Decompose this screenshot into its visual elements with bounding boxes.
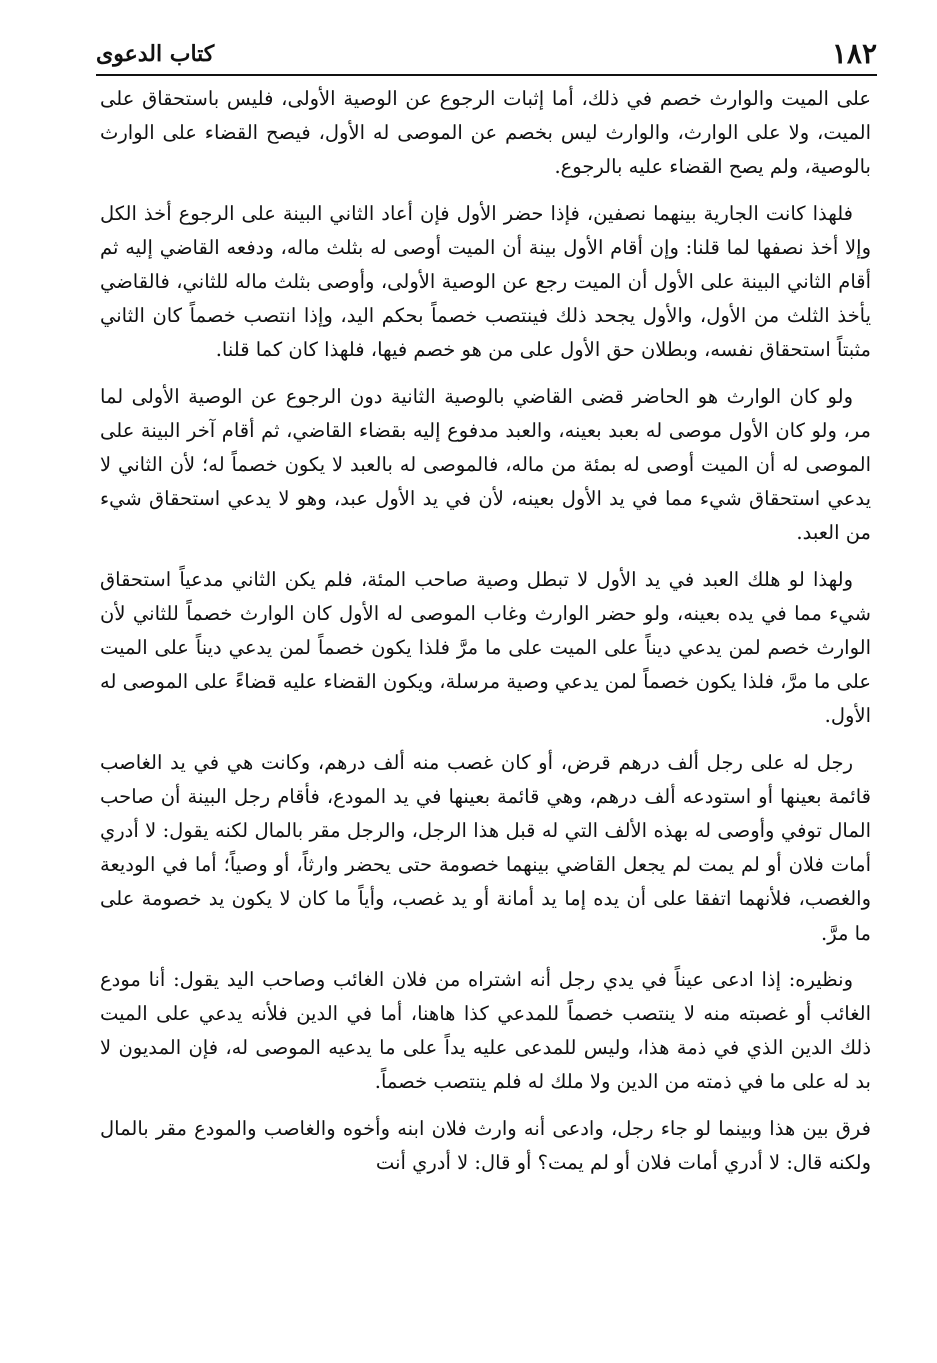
paragraph: ولهذا لو هلك العبد في يد الأول لا تبطل وصية صاحب المئة، فلم يكن الثاني مدعياً استحقاق شيء مما في يده بعينه، ولو حضر الوارث وغاب الموصى له الأول كان الوارث خصماً للثاني لأن الوارث خصم لمن يدعي ديناً على الميت على ما مرَّ فلذا يكون خصماً لمن يدعي ديناً على الميت على ما مرَّ، فلذا يكون خصماً لمن يدعي وصية مرسلة، ويكون القضاء عليه قضاءً على الموصى له الأول. [100, 567, 871, 728]
body-text [100, 82, 871, 1180]
header-rule [96, 74, 877, 76]
paragraph: رجل له على رجل ألف درهم قرض، أو كان غصب منه ألف درهم، وكانت هي في يد الغاصب قائمة بعينها أو استودعه ألف درهم، وهي قائمة بعينها في يد المودع، فأقام رجل البينة أن صاحب المال توفي وأوصى له بهذه الألف التي له قبل هذا الرجل، والرجل مقر بالمال لكنه يقول: لا أدري أمات فلان أو لم يمت لم يجعل القاضي بينهما خصومة حتى يحضر وارثاً، أو وصياً؛ أما في الوديعة والغصب، فلأنهما اتفقا على أن يده إما يد أمانة أو يد غصب، وأياً ما كان لا يكون يد خصومة على ما مرَّ. [100, 750, 871, 945]
paragraph: ونظيره: إذا ادعى عيناً في يدي رجل أنه اشتراه من فلان الغائب وصاحب اليد يقول: أنا مودع الغائب أو غصبته منه لا ينتصب خصماً للمدعي كذا هاهنا، أما في الدين فلأنه يدعي على الميت ذلك الدين الذي في ذمة هذا، وليس للمدعى عليه يداً على ما يدعيه الموصى له، فإن المديون لا بد له على ما في ذمته من الدين ولا ملك له فلم ينتصب خصماً. [100, 967, 871, 1094]
running-title: كتاب الدعوى [96, 41, 215, 67]
paragraph: فرق بين هذا وبينما لو جاء رجل، وادعى أنه وارث فلان ابنه وأخوه والغاصب والمودع مقر بالمال ولكنه قال: لا أدري أمات فلان أو لم يمت؟ أو قال: لا أدري أنت [100, 1116, 871, 1174]
paragraph: على الميت والوارث خصم في ذلك، أما إثبات الرجوع عن الوصية الأولى، فليس باستحقاق على الميت، ولا على الوارث، والوارث ليس بخصم عن الموصى له الأول، فيصح القضاء على الوارث بالوصية، ولم يصح القضاء عليه بالرجوع. [100, 87, 871, 179]
page-number: ١٨٢ [831, 37, 877, 70]
paragraph: فلهذا كانت الجارية بينهما نصفين، فإذا حضر الأول فإن أعاد الثاني البينة على الرجوع أخذ الكل وإلا أخذ نصفها لما قلنا: وإن أقام الأول بينة أن الميت أوصى له بثلث ماله، ودفعه القاضي إليه ثم أقام الثاني البينة على الأول أن الميت رجع عن الوصية الأولى، وأوصى بثلث ماله للثاني، فالقاضي يأخذ الثلث من الأول، والأول يجحد ذلك فينتصب خصماً بحكم اليد، وإذا انتصب خصماً كان الثاني مثبتاً استحقاق نفسه، وبطلان حق الأول على من هو خصم فيها، فلهذا كان كما قلنا. [100, 201, 872, 362]
paragraph: ولو كان الوارث هو الحاضر قضى القاضي بالوصية الثانية دون الرجوع عن الوصية الأولى لما مر، ولو كان الأول موصى له بعبد بعينه، والعبد مدفوع إليه بقضاء القاضي، ثم أقام آخر البينة على الموصى له أن الميت أوصى له بمئة من ماله، فالموصى له بالعبد لا يكون خصماً له؛ لأن الثاني لا يدعي استحقاق شيء مما في يد الأول بعينه، لأن في يد الأول عبد، وهو لا يدعي استحقاق شيء من العبد. [100, 384, 871, 545]
page-header [96, 30, 877, 70]
